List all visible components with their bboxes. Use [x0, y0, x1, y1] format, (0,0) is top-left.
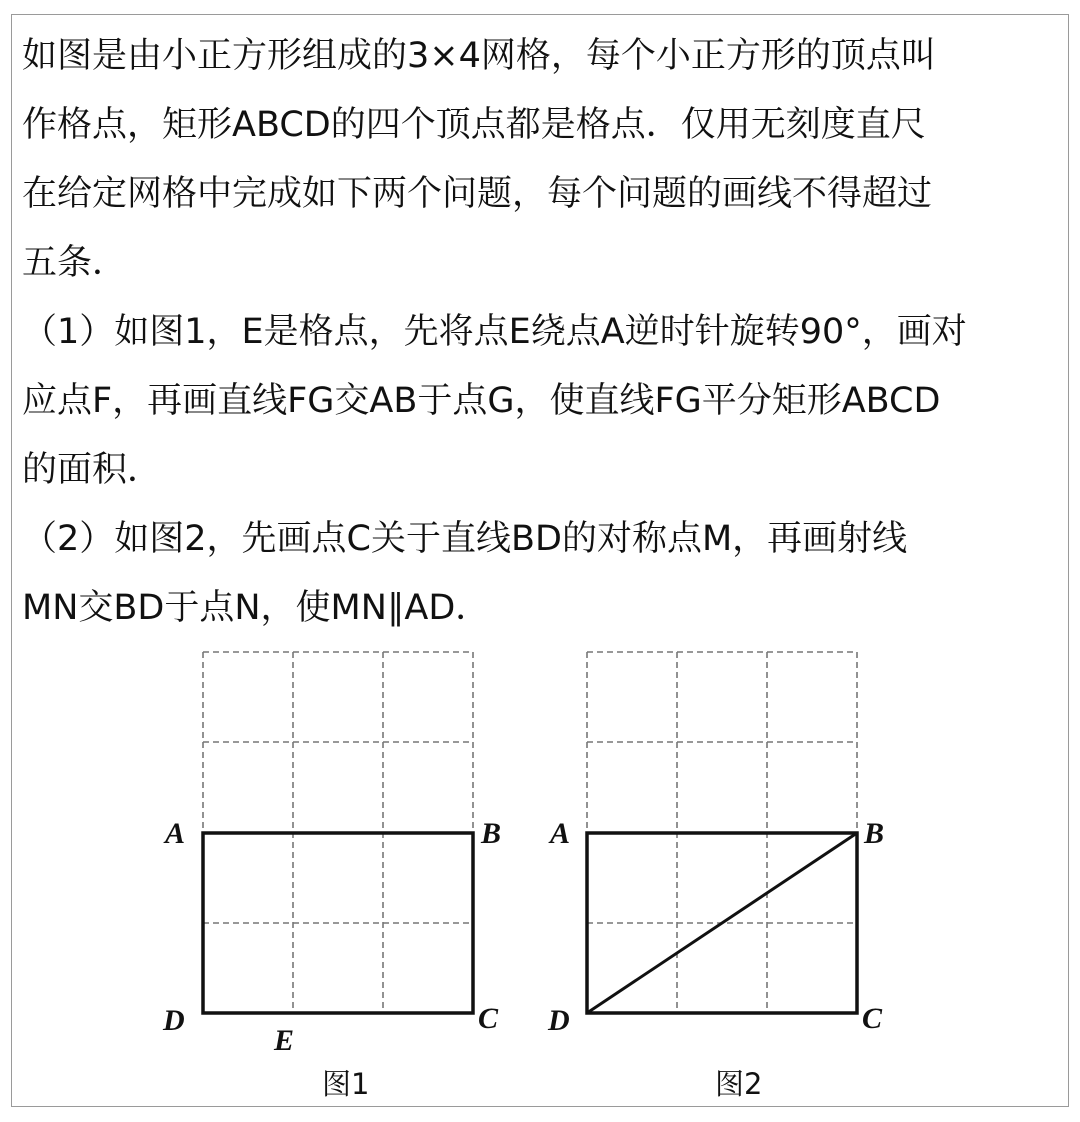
problem-line-7: 的面积．	[22, 450, 163, 490]
problem-line-8: （2）如图2，先画点C关于直线BD的对称点M，再画射线	[22, 519, 908, 559]
figure-2-label-a: A	[550, 817, 571, 850]
problem-line-9: MN交BD于点N，使MN∥AD．	[22, 588, 491, 628]
problem-line-5: （1）如图1，E是格点，先将点E绕点A逆时针旋转90°，画对	[22, 312, 967, 352]
figure-2-label-d: D	[548, 1004, 570, 1037]
problem-line-1: 如图是由小正方形组成的3×4网格，每个小正方形的顶点叫	[22, 36, 936, 76]
figure-1-label-b: B	[481, 817, 502, 850]
problem-line-3: 在给定网格中完成如下两个问题，每个问题的画线不得超过	[22, 174, 933, 214]
figure-2	[547, 652, 884, 1101]
problem-line-4: 五条．	[22, 243, 128, 283]
figure-1	[162, 652, 501, 1101]
figure-1-caption: 图1	[322, 1067, 370, 1101]
figure-1-label-a: A	[165, 817, 186, 850]
problem-line-6: 应点F，再画直线FG交AB于点G，使直线FG平分矩形ABCD	[22, 381, 941, 421]
figure-1-label-d: D	[163, 1004, 185, 1037]
figure-2-label-c: C	[862, 1002, 883, 1035]
figure-2-caption: 图2	[715, 1067, 763, 1101]
figure-1-label-c: C	[478, 1002, 499, 1035]
figure-1-label-e: E	[274, 1024, 295, 1057]
problem-line-2: 作格点，矩形ABCD的四个顶点都是格点．仅用无刻度直尺	[22, 105, 926, 145]
figure-2-label-b: B	[864, 817, 885, 850]
